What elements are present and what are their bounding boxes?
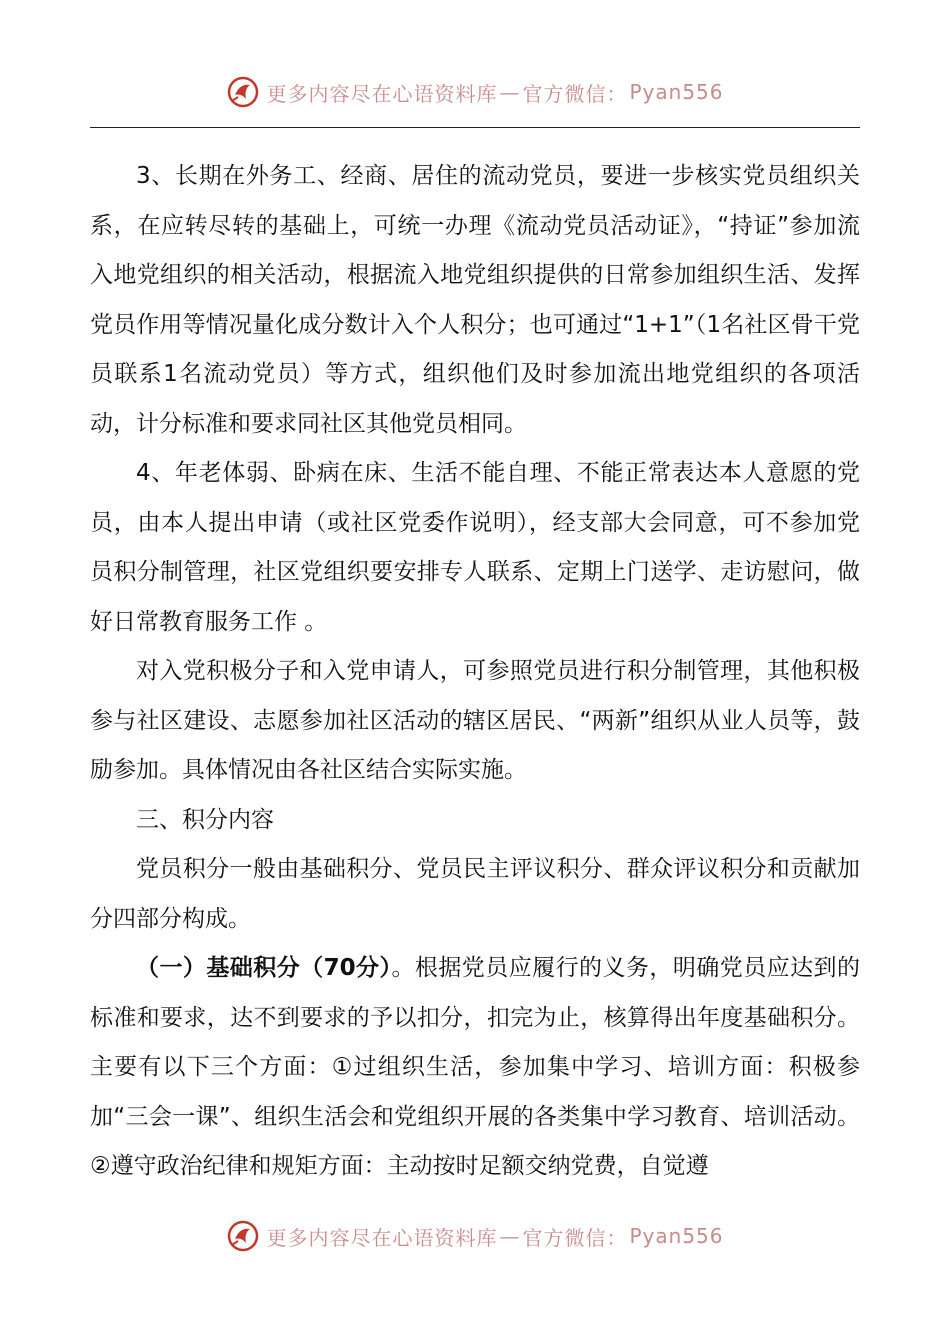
header-divider bbox=[90, 127, 860, 128]
watermark-separator: — bbox=[499, 1224, 521, 1248]
logo-icon bbox=[226, 75, 260, 109]
paragraph-floating-members: 3、长期在外务工、经商、居住的流动党员，要进一步核实党员组织关系，在应转尽转的基础上，可统一办理《流动党员活动证》，“持证”参加流入地党组织的相关活动，根据流入地党组织提供的日常参加组织生活、发挥党员作用等情况量化成分数计入个人积分；也可通过“1+1”（1名社区骨干党员联系1名流动党员）等方式，组织他们及时参加流出地党组织的各项活动，计分标准和要求同社区其他党员相同。 bbox=[90, 163, 860, 437]
header-watermark bbox=[0, 72, 950, 112]
document-body bbox=[90, 152, 860, 1192]
watermark-separator: — bbox=[499, 80, 521, 104]
watermark-text: 更多内容尽在心语资料库 bbox=[266, 81, 498, 106]
paragraph-points-composition: 党员积分一般由基础积分、党员民主评议积分、群众评议积分和贡献加分四部分构成。 bbox=[90, 856, 860, 932]
watermark-contact-label: 官方微信： bbox=[522, 81, 628, 106]
paragraph-base-points bbox=[90, 944, 860, 1192]
paragraph-applicants: 对入党积极分子和入党申请人，可参照党员进行积分制管理，其他积极参与社区建设、志愿参加社区活动的辖区居民、“两新”组织从业人员等，鼓励参加。具体情况由各社区结合实际实施。 bbox=[90, 658, 860, 783]
footer-watermark bbox=[0, 1216, 950, 1256]
watermark-wechat-id: Pyan556 bbox=[629, 1224, 724, 1248]
base-points-text: 。根据党员应履行的义务，明确党员应达到的标准和要求，达不到要求的予以扣分，扣完为止，核算得出年度基础积分。主要有以下三个方面：①过组织生活，参加集中学习、培训方面：积极参加“三会一课”、组织生活会和党组织开展的各类集中学习教育、培训活动。②遵守政治纪律和规矩方面：主动按时足额交纳党费，自觉遵 bbox=[90, 955, 860, 1179]
paragraph-elderly-members: 4、年老体弱、卧病在床、生活不能自理、不能正常表达本人意愿的党员，由本人提出申请（或社区党委作说明），经支部大会同意，可不参加党员积分制管理，社区党组织要安排专人联系、定期上门送学、走访慰问，做好日常教育服务工作 。 bbox=[90, 460, 860, 635]
section-heading-points-content: 三、积分内容 bbox=[136, 806, 274, 833]
watermark-contact-label: 官方微信： bbox=[522, 1225, 628, 1250]
watermark-text: 更多内容尽在心语资料库 bbox=[266, 1225, 498, 1250]
logo-icon bbox=[226, 1219, 260, 1253]
watermark-wechat-id: Pyan556 bbox=[629, 80, 724, 104]
base-points-heading: （一）基础积分（70分） bbox=[136, 955, 392, 981]
